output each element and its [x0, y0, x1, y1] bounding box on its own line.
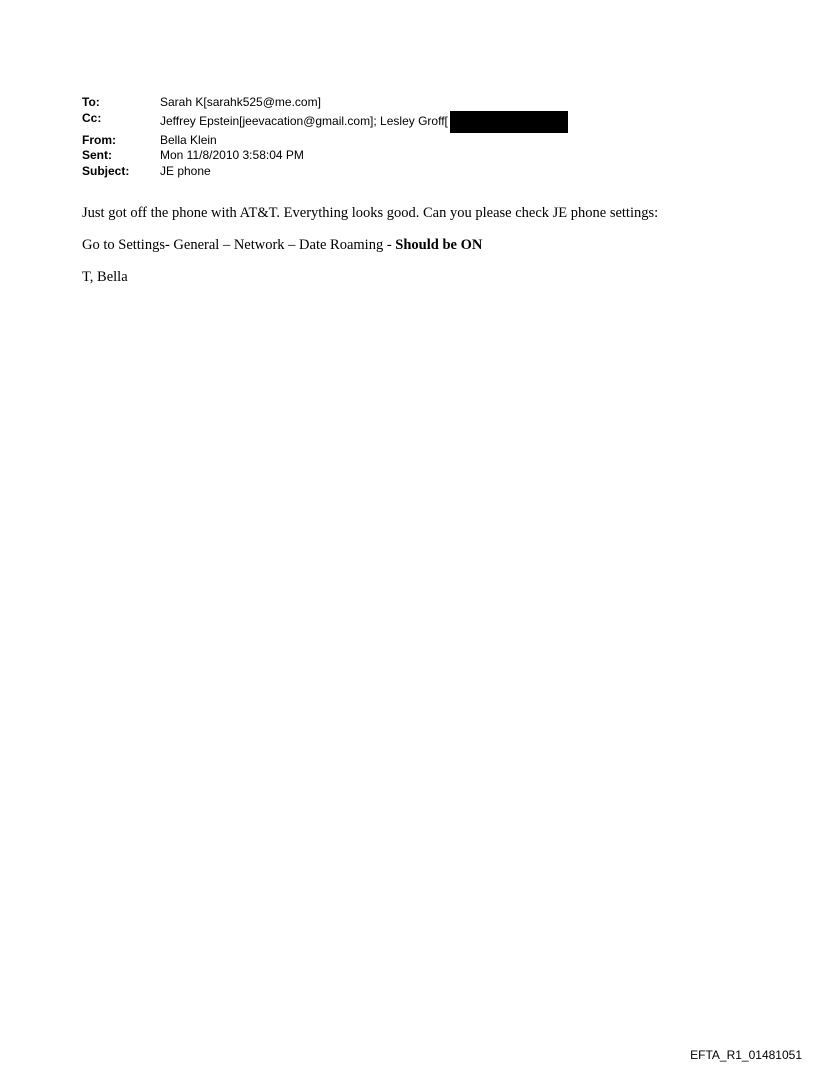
body-paragraph-1: Just got off the phone with AT&T. Everything looks good. Can you please check JE phone settings:	[82, 205, 659, 221]
email-header	[82, 95, 568, 179]
cc-label: Cc:	[82, 110, 102, 125]
to-value: Sarah K[sarahk525@me.com]	[160, 95, 321, 109]
to-row	[82, 95, 568, 111]
body-paragraph-2-text: Go to Settings- General – Network – Date Roaming -	[82, 237, 396, 253]
subject-row	[82, 164, 568, 180]
subject-label: Subject:	[82, 163, 130, 178]
sent-value: Mon 11/8/2010 3:58:04 PM	[160, 148, 304, 162]
from-label: From:	[82, 132, 116, 147]
body-paragraph-2	[82, 236, 702, 254]
cc-value: Jeffrey Epstein[jeevacation@gmail.com]; Lesley Groff[	[160, 113, 448, 128]
to-label: To:	[82, 95, 100, 109]
subject-value: JE phone	[160, 163, 211, 178]
cc-value-group	[160, 111, 568, 133]
document-id: EFTA_R1_01481051	[690, 1048, 802, 1062]
cc-row	[82, 111, 568, 133]
body-paragraph-2-bold: Should be ON	[395, 237, 483, 253]
signature: T, Bella	[82, 269, 128, 285]
email-body	[82, 204, 702, 300]
redaction-box	[450, 111, 568, 133]
from-row	[82, 133, 568, 149]
from-value: Bella Klein	[160, 132, 217, 147]
sent-row	[82, 148, 568, 164]
sent-label: Sent:	[82, 148, 112, 162]
